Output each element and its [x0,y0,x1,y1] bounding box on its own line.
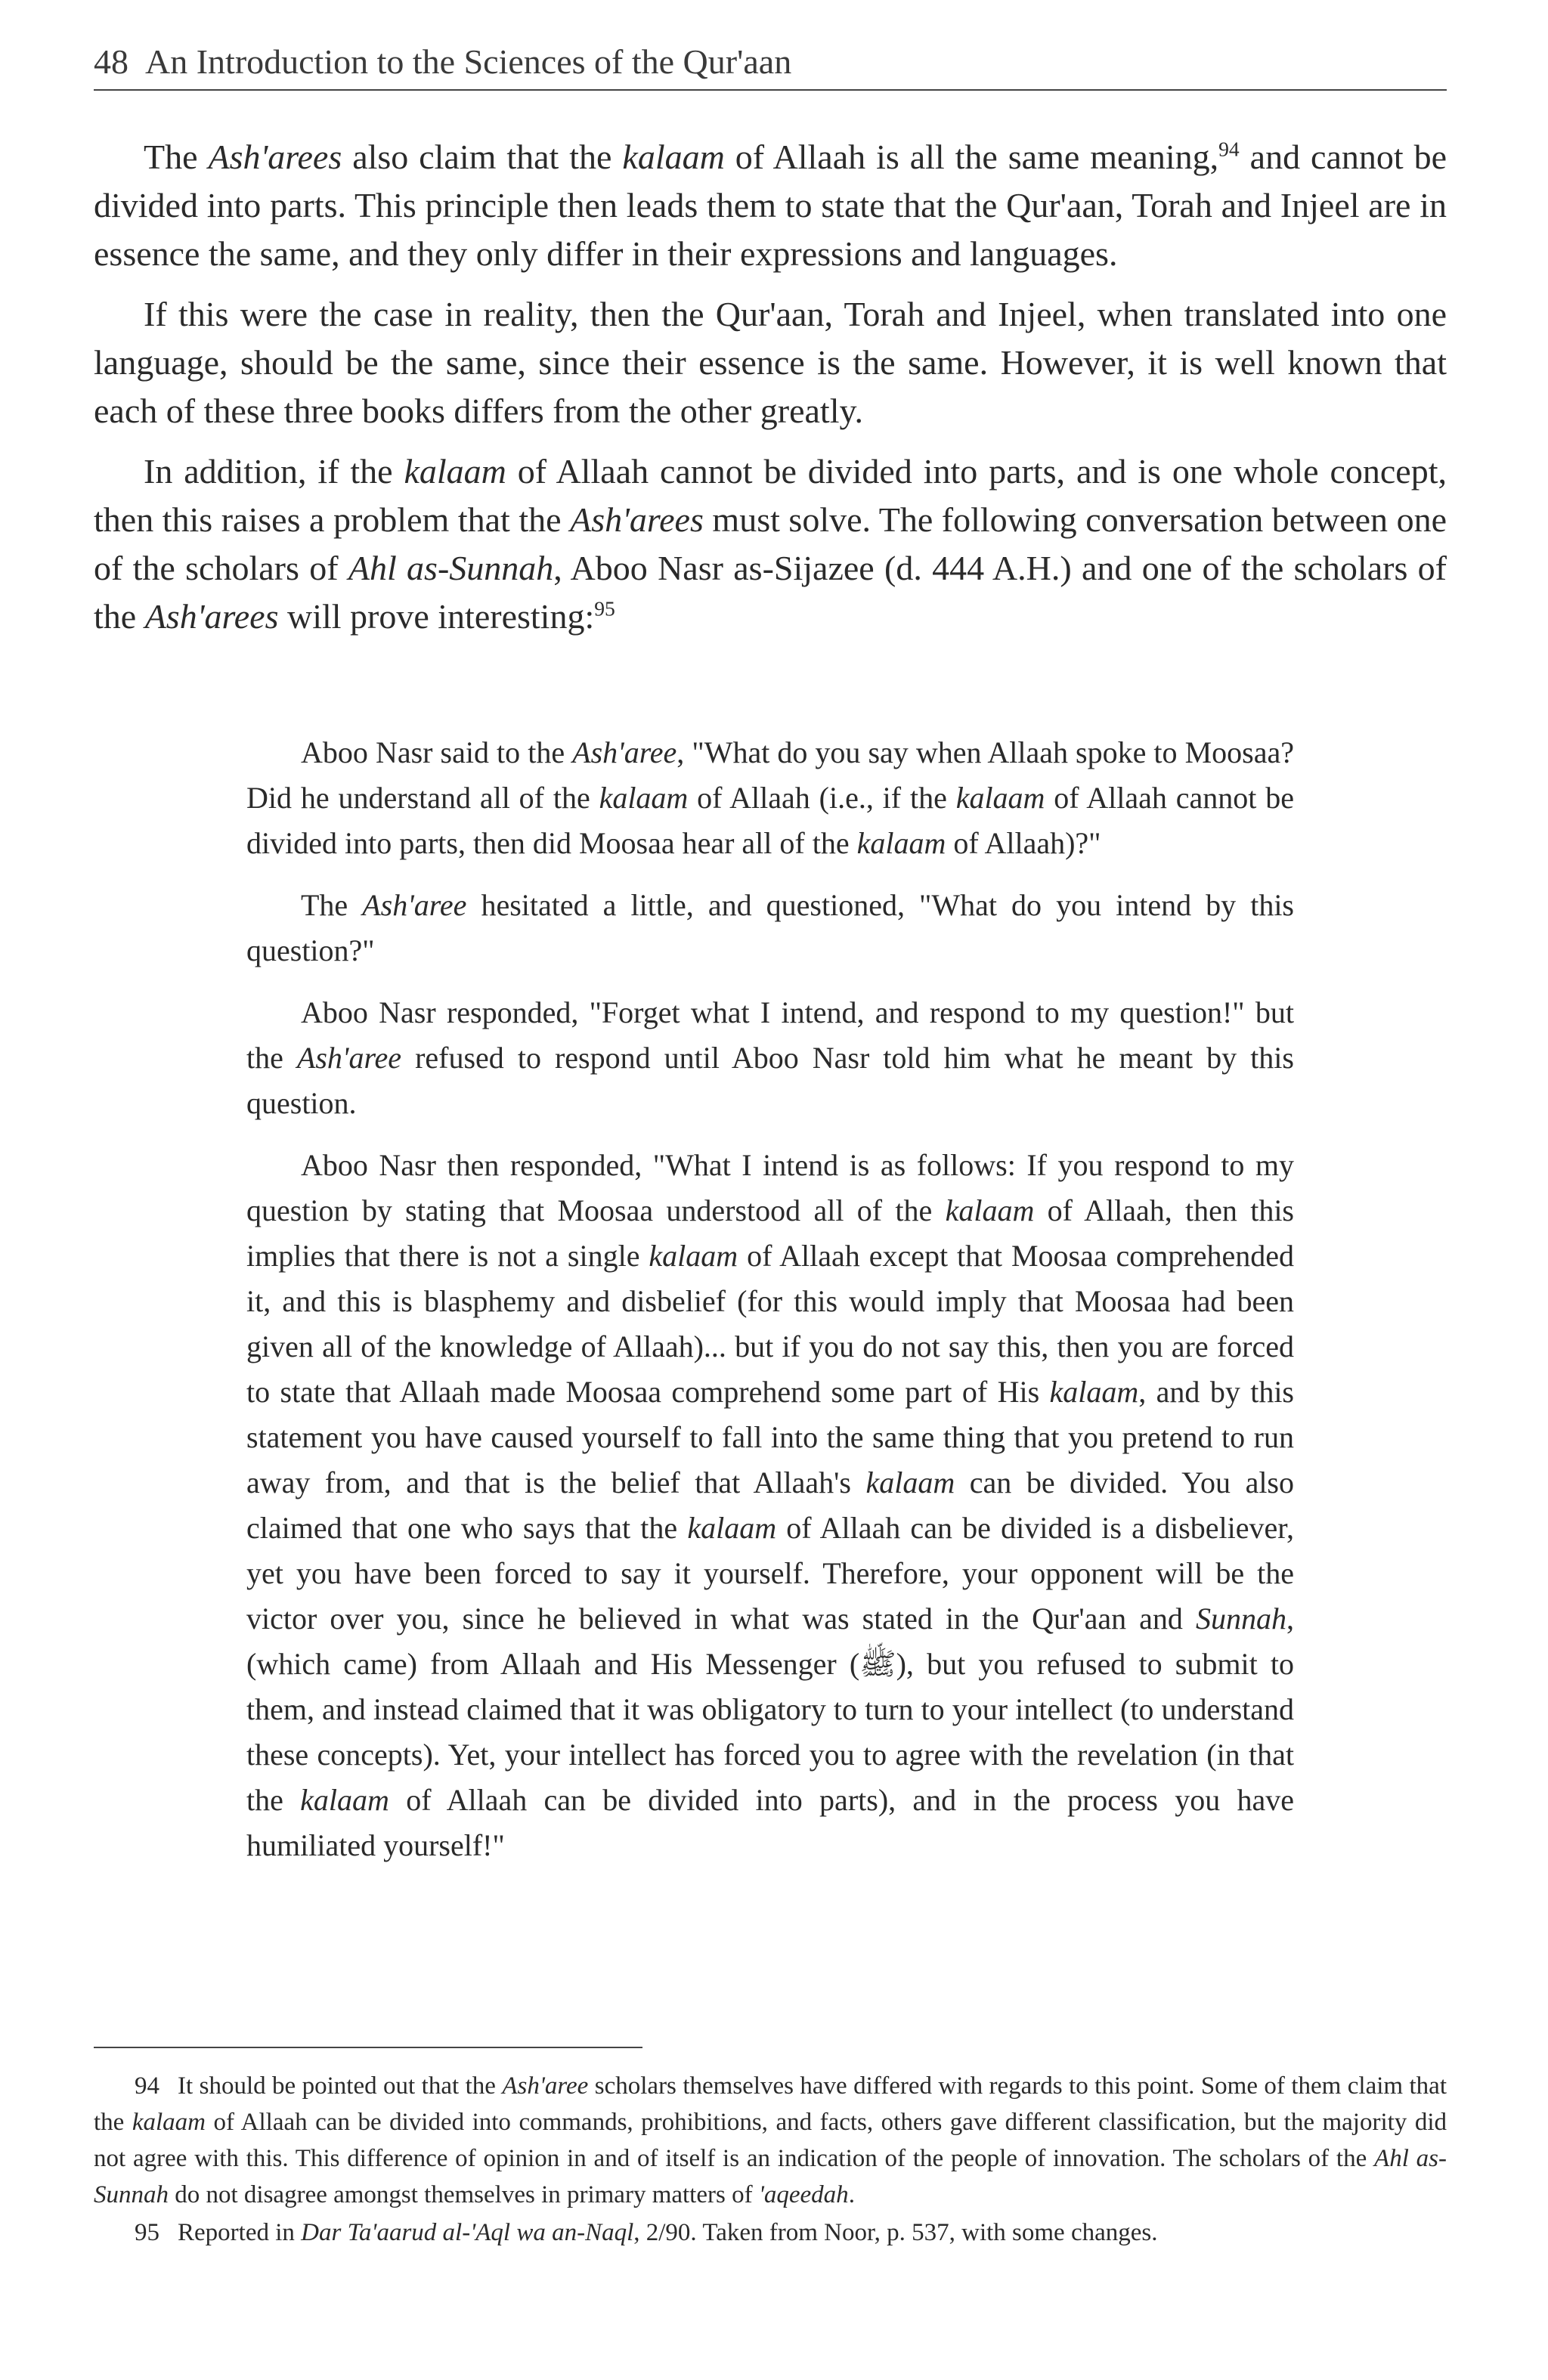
text-run: of Allaah, then this implies that there is not a single [246,1193,1294,1273]
text-run: It should be pointed out that the [178,2072,503,2100]
text-run: will prove interesting: [278,597,595,636]
italic-term: Ash'aree [362,888,467,922]
text-run: scholars themselves have differed with regards to this point. Some of them claim that the [94,2072,1447,2136]
text-run: Aboo Nasr responded, "Forget what I intend, and respond to my question!" but the [246,995,1294,1075]
italic-term: Ash'aree [502,2072,589,2100]
italic-term: kalaam [1049,1375,1139,1409]
italic-term: kalaam [132,2109,206,2136]
quote-paragraph [246,1143,1294,1868]
footnote-number: 95 [135,2219,159,2246]
italic-term: Ash'aree [572,735,677,769]
text-run: of Allaah (i.e., if the [688,781,956,815]
text-run: do not disagree amongst themselves in primary matters of [169,2181,759,2208]
text-run: , (which came) from Allaah and His Messenger (ﷺ), but you refused to submit to them, and instead claimed that it was obligatory to turn to your intellect (to understand these concepts). Yet, your intellect has forced you to agree with the revelation (in that the [246,1602,1295,1817]
paragraph: If this were the case in reality, then the Qur'aan, Torah and Injeel, when translated into one language, should be the same, since their essence is the same. However, it is well known that each of these three books differs from the other greatly. [94,295,1447,430]
italic-term: kalaam [404,452,506,491]
quote-paragraph [246,883,1294,973]
quote-paragraph [246,990,1294,1126]
italic-term: kalaam [687,1511,777,1545]
italic-term: kalaam [649,1239,738,1273]
block-quote [246,730,1294,1885]
text-run: , "What do you say when Allaah spoke to Moosaa? Did he understand all of the [246,735,1295,815]
text-run: Reported in [178,2219,302,2246]
text-run: refused to respond until Aboo Nasr told him what he meant by this question. [246,1041,1294,1120]
italic-term: Dar Ta'aarud al-'Aql wa an-Naql [301,2219,634,2246]
text-run: Aboo Nasr said to the [301,735,573,769]
main-text [94,133,1447,653]
text-run: hesitated a little, and questioned, "What do you intend by this question?" [246,888,1294,967]
text-run: must solve. The following conversation between one of the scholars of [94,500,1447,587]
italic-term: Ash'arees [144,597,279,636]
paragraph [94,447,1447,641]
italic-term: kalaam [955,781,1045,815]
paragraph [94,133,1447,278]
italic-term: Ash'aree [296,1041,402,1075]
running-title: An Introduction to the Sciences of the Qur'aan [145,42,792,81]
text-run: In addition, if the [144,452,404,491]
text-run: and cannot be divided into parts. This principle then leads them to state that the Qur'aan, Torah and Injeel are in essence the same, and they only differ in their expressions and languages. [94,138,1447,273]
footnotes [94,2068,1447,2252]
text-run: , 2/90. Taken from Noor, p. 537, with some changes. [633,2219,1158,2246]
italic-term: Ash'arees [570,500,704,539]
text-run: Aboo Nasr then responded, "What I intend is as follows: If you respond to my question by stating that Moosaa understood all of the [246,1148,1294,1227]
text-run: The [144,138,209,176]
text-run: also claim that the [342,138,623,176]
text-run: of Allaah is all the same meaning, [724,138,1219,176]
text-run: of Allaah cannot be divided into parts, then did Moosaa hear all of the [246,781,1294,860]
text-run: , Aboo Nasr as-Sijazee (d. 444 A.H.) and one of the scholars of the [94,549,1447,636]
italic-term: kalaam [300,1783,389,1817]
text-run: of Allaah can be divided into commands, prohibitions, and facts, others gave different classification, but the majority did not agree with this. This difference of opinion in and of itself is an indication of the people of innovation. The scholars of the [94,2109,1447,2172]
text-run: can be divided. You also claimed that one who says that the [246,1465,1295,1545]
footnote-ref: 95 [594,596,615,621]
italic-term: Ahl as-Sunnah [348,549,554,587]
italic-term: Ash'arees [208,138,342,176]
text-run: of Allaah can be divided into parts), and in the process you have humiliated yourself!" [246,1783,1295,1862]
footnote [94,2068,1447,2213]
footnote-ref: 94 [1218,137,1240,161]
quote-paragraph [246,730,1294,866]
footnote-divider [94,2047,642,2048]
italic-term: kalaam [865,1465,955,1499]
italic-term: 'aqeedah [758,2181,849,2208]
text-run: , and by this statement you have caused yourself to fall into the same thing that you pretend to run away from, and that is the belief that Allaah's [246,1375,1295,1499]
italic-term: kalaam [945,1193,1035,1227]
italic-term: kalaam [622,138,725,176]
text-run: of Allaah except that Moosaa comprehended it, and this is blasphemy and disbelief (for this would imply that Moosaa had been given all of the knowledge of Allaah)... but if you do not say this, then you are forced to state that Allaah made Moosaa comprehend some part of His [246,1239,1294,1409]
italic-term: Ahl as-Sunnah [94,2145,1447,2208]
text-run: of Allaah cannot be divided into parts, and is one whole concept, then this raises a problem that the [94,452,1447,539]
page-number: 48 [94,42,128,81]
running-header [94,39,1447,91]
text-run: The [301,888,363,922]
footnote-number: 94 [135,2072,159,2100]
italic-term: kalaam [856,826,946,860]
italic-term: kalaam [599,781,689,815]
text-run: of Allaah)?" [946,826,1101,860]
text-run: . [848,2181,855,2208]
text-run: of Allaah can be divided is a disbeliever, yet you have been forced to say it yourself. Therefore, your opponent will be the victor over you, since he believed in what was stated in the Qur'aan and [246,1511,1294,1636]
italic-term: Sunnah [1196,1602,1286,1636]
footnote [94,2214,1447,2251]
